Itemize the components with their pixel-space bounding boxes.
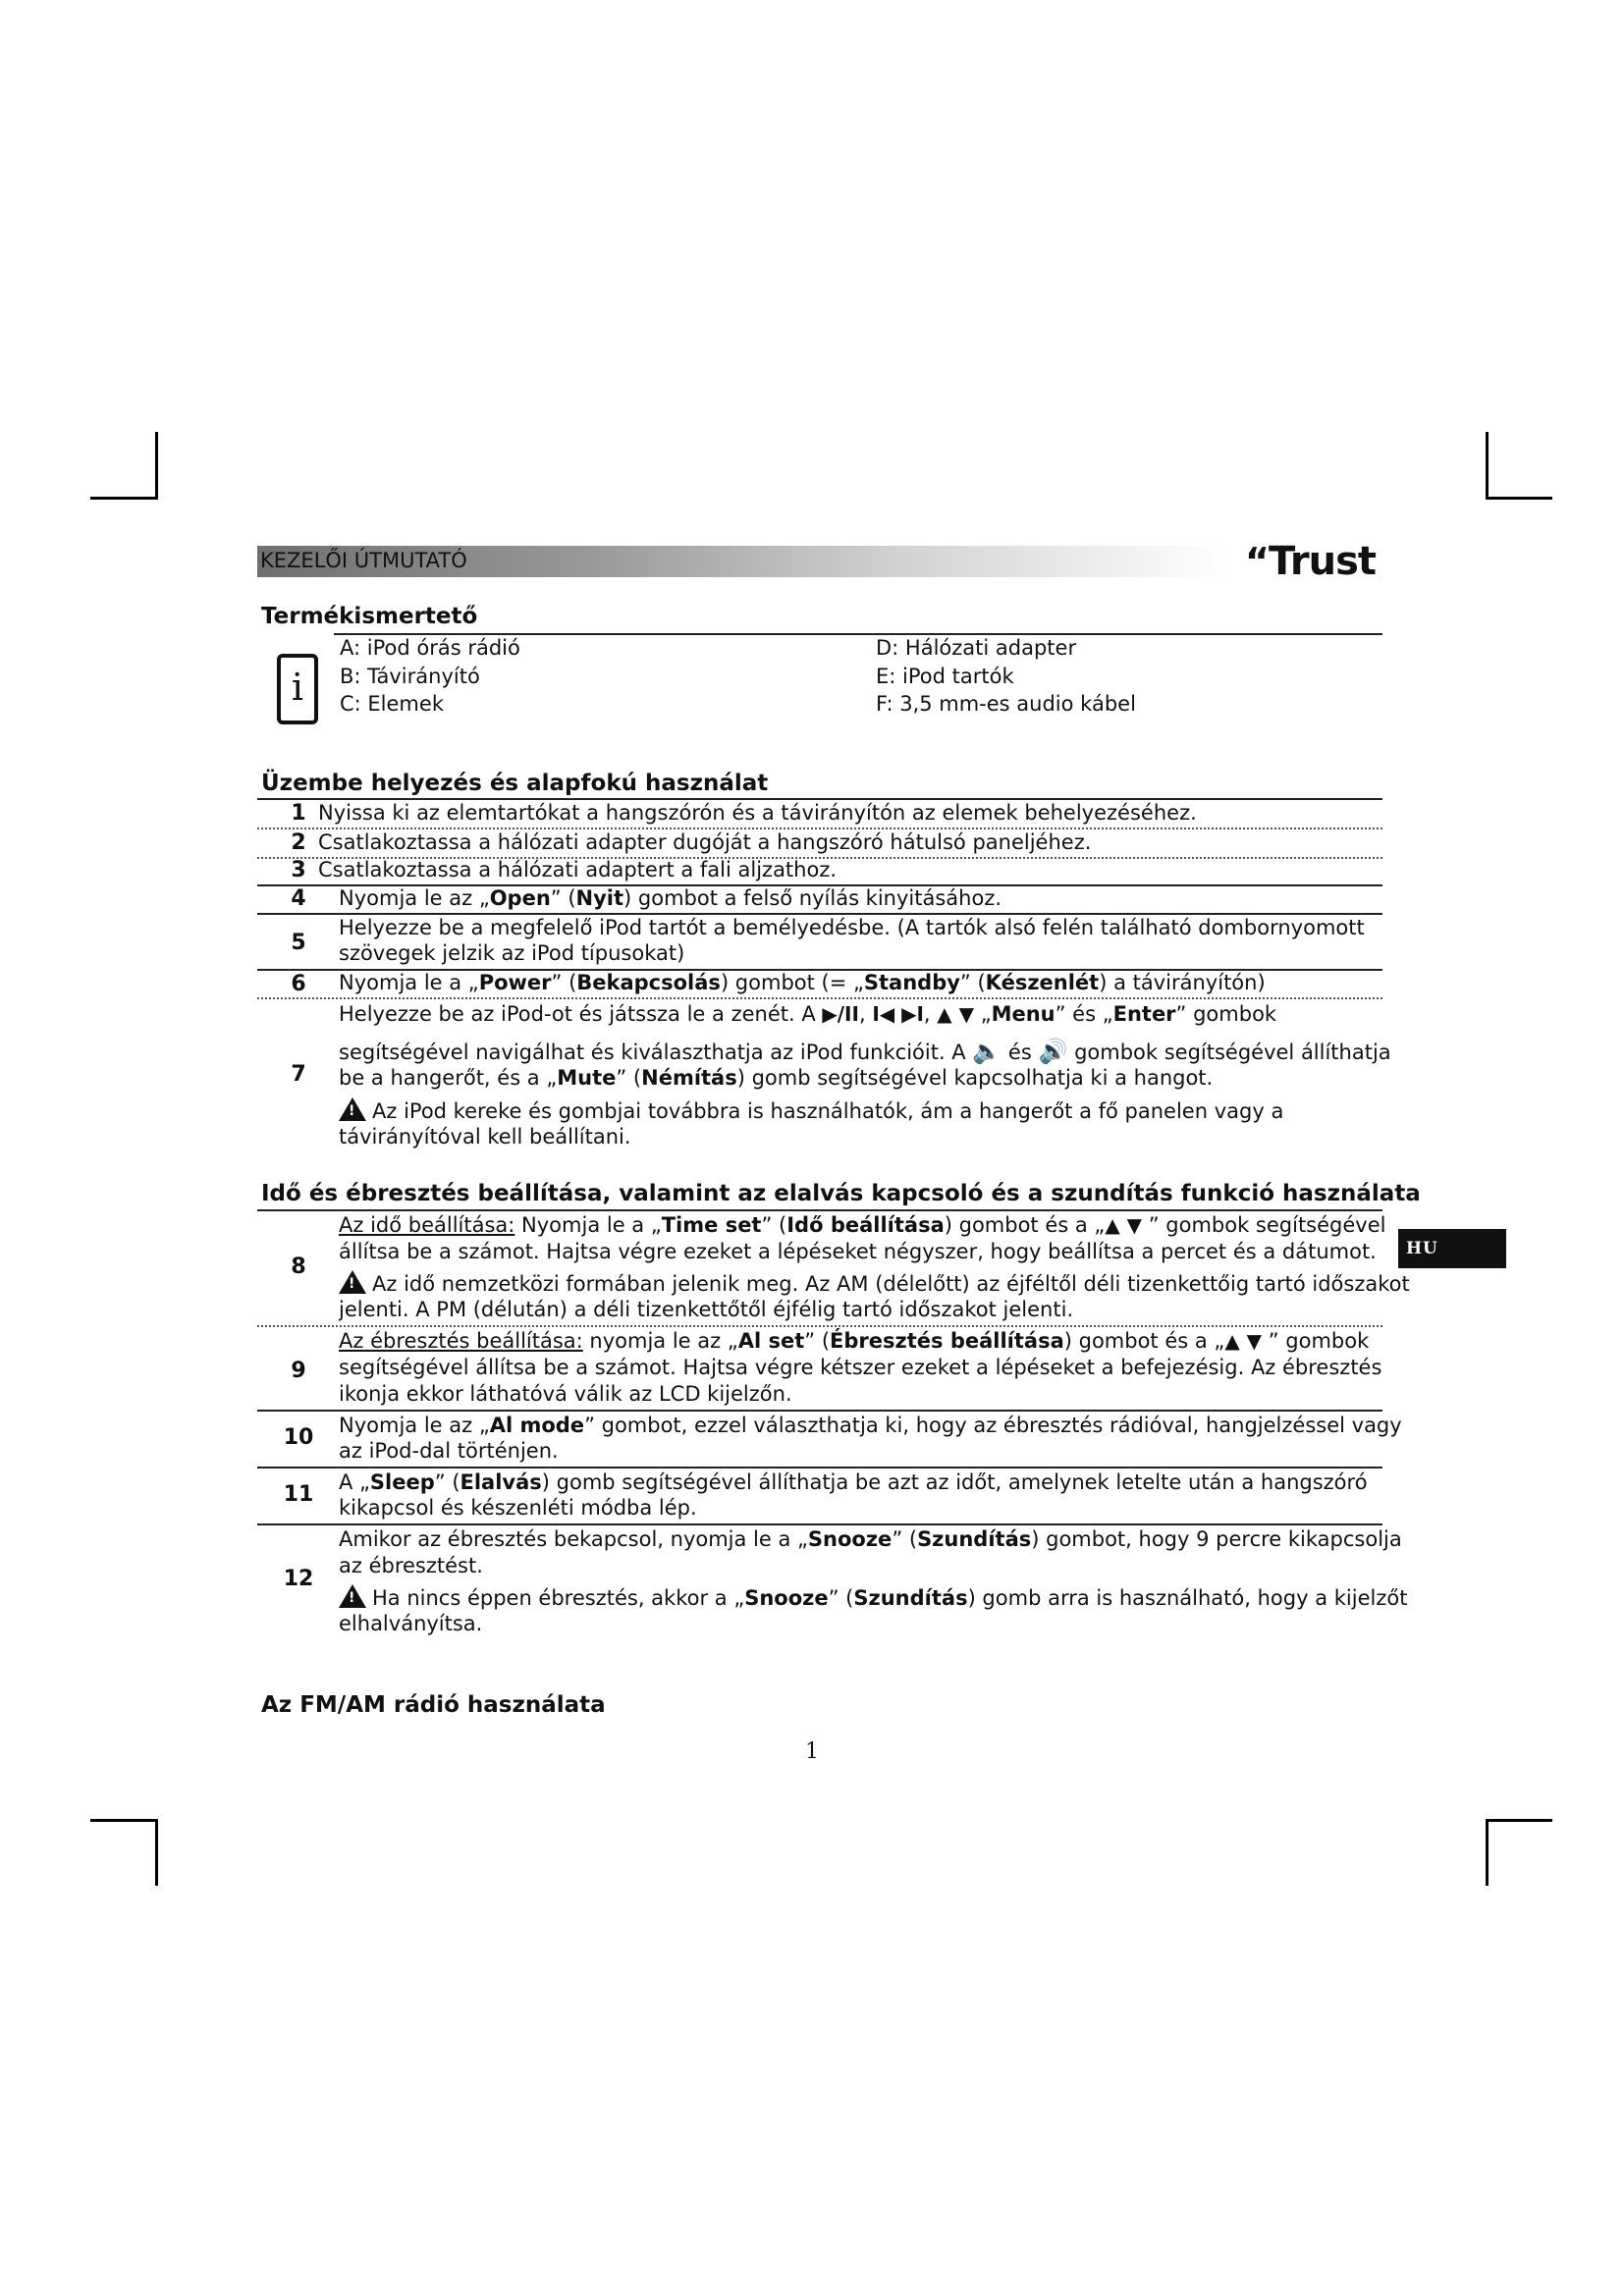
step-note: jelenti. A PM (délután) a déli tizenkettőtől éjfélig tartó időszakot jelenti. bbox=[339, 1298, 1074, 1321]
step-text: Helyezze be az iPod-ot és játssza le a zenét. A ▶/II, I◀ ▶I, ▲ ▼ „Menu” és „Enter” gombok bbox=[339, 1002, 1277, 1026]
warning-icon bbox=[339, 1097, 366, 1121]
step-note: távirányítóval kell beállítani. bbox=[339, 1125, 631, 1148]
crop-mark-bottom-right bbox=[1486, 1819, 1552, 1822]
step-note: !Ha nincs éppen ébresztés, akkor a „Snooze” (Szundítás) gomb arra is használható, hogy a kijelzőt bbox=[339, 1584, 1407, 1612]
step-number: 1 bbox=[291, 801, 306, 826]
step-text: Amikor az ébresztés bekapcsol, nyomja le a „Snooze” (Szundítás) gombot, hogy 9 percre kikapcsolja bbox=[339, 1527, 1402, 1551]
step-text: Csatlakoztassa a hálózati adapter dugóját a hangszóró hátulsó paneljéhez. bbox=[318, 830, 1092, 854]
step-text: ikonja ekkor láthatóvá válik az LCD kijelzőn. bbox=[339, 1382, 792, 1406]
step-text: Csatlakoztassa a hálózati adaptert a fali aljzathoz. bbox=[318, 858, 838, 881]
header-title: KEZELŐI ÚTMUTATÓ bbox=[260, 549, 467, 572]
step-note: !Az iPod kereke és gombjai továbbra is használhatók, ám a hangerőt a fő panelen vagy a bbox=[339, 1097, 1283, 1125]
step-number: 3 bbox=[291, 858, 306, 882]
step-text: az iPod-dal történjen. bbox=[339, 1439, 559, 1463]
step-number: 11 bbox=[283, 1482, 314, 1507]
step-text: Nyissa ki az elemtartókat a hangszórón és a távirányítón az elemek behelyezéséhez. bbox=[318, 801, 1197, 825]
step-number: 8 bbox=[291, 1255, 306, 1279]
step-number: 2 bbox=[291, 830, 306, 855]
crop-mark-top-right bbox=[1486, 497, 1552, 500]
step-text: szövegek jelzik az iPod típusokat) bbox=[339, 941, 685, 965]
crop-mark-top-left bbox=[90, 497, 158, 500]
crop-mark-top-left bbox=[155, 432, 158, 499]
crop-mark-top-right bbox=[1486, 432, 1489, 499]
product-item: E: iPod tartók bbox=[876, 665, 1014, 688]
language-tab: HU bbox=[1398, 1229, 1506, 1268]
product-item: D: Hálózati adapter bbox=[876, 636, 1077, 660]
product-item: B: Távirányító bbox=[340, 665, 480, 688]
step-number: 5 bbox=[291, 931, 306, 955]
step-number: 10 bbox=[283, 1425, 314, 1450]
step-text: Helyezze be a megfelelő iPod tartót a bemélyedésbe. (A tartók alsó felén található dombornyomott bbox=[339, 916, 1365, 939]
prev-next-icon: I◀ ▶I bbox=[872, 1002, 924, 1026]
page-number: 1 bbox=[805, 1739, 819, 1764]
step-number: 7 bbox=[291, 1062, 306, 1087]
step-text: Nyomja le az „Open” (Nyit) gombot a felső nyílás kinyitásához. bbox=[339, 886, 1002, 910]
step-number: 6 bbox=[291, 972, 306, 996]
warning-icon bbox=[339, 1270, 366, 1294]
step-text: Nyomja le az „Al mode” gombot, ezzel választhatja ki, hogy az ébresztés rádióval, hangjelzéssel vagy bbox=[339, 1414, 1402, 1437]
volume-up-icon: 🔊 bbox=[1038, 1038, 1068, 1065]
step-number: 4 bbox=[291, 886, 306, 911]
step-text: segítségével navigálhat és kiválaszthatja az iPod funkcióit. A 🔈 és 🔊 gombok segítségével állíthatja bbox=[339, 1038, 1391, 1065]
radio-section-title: Az FM/AM rádió használata bbox=[261, 1692, 606, 1718]
product-item: A: iPod órás rádió bbox=[340, 636, 520, 660]
step-note: elhalványítsa. bbox=[339, 1612, 483, 1635]
step-text: be a hangerőt, és a „Mute” (Némítás) gomb segítségével kapcsolhatja ki a hangot. bbox=[339, 1066, 1214, 1090]
step-note: !Az idő nemzetközi formában jelenik meg. Az AM (délelőtt) az éjféltől déli tizenkettőig tartó időszakot bbox=[339, 1270, 1410, 1298]
info-i-icon: i bbox=[277, 654, 318, 724]
crop-mark-bottom-left bbox=[90, 1819, 158, 1822]
step-number: 9 bbox=[291, 1359, 306, 1383]
step-text: az ébresztést. bbox=[339, 1554, 483, 1577]
product-item: F: 3,5 mm-es audio kábel bbox=[876, 692, 1136, 716]
trust-logo-text: Trust bbox=[1268, 539, 1377, 584]
step-number: 12 bbox=[283, 1567, 314, 1591]
volume-down-icon: 🔈 bbox=[972, 1038, 1002, 1065]
step-text: állítsa be a számot. Hajtsa végre ezeket a lépéseket négyszer, hogy beállítsa a percet és a dátumot. bbox=[339, 1240, 1377, 1263]
step-text: segítségével állítsa be a számot. Hajtsa végre kétszer ezeket a lépéseket a befejezésig. Az ébresztés bbox=[339, 1356, 1382, 1379]
step-text: kikapcsol és készenléti módba lép. bbox=[339, 1496, 697, 1520]
step-text: Nyomja le a „Power” (Bekapcsolás) gombot (= „Standby” (Készenlét) a távirányítón) bbox=[339, 971, 1266, 994]
up-down-arrows-icon: ▲ ▼ bbox=[1105, 1213, 1143, 1237]
trust-logo: “Trust bbox=[1245, 539, 1377, 584]
time-section-title: Idő és ébresztés beállítása, valamint az elalvás kapcsoló és a szundítás funkció használata bbox=[261, 1181, 1421, 1206]
step-text: Az idő beállítása: Nyomja le a „Time set” (Idő beállítása) gombot és a „▲ ▼ ” gombok segítségével bbox=[339, 1213, 1386, 1237]
crop-mark-bottom-left bbox=[155, 1819, 158, 1886]
play-pause-icon: ▶/II bbox=[822, 1002, 859, 1026]
warning-icon bbox=[339, 1584, 366, 1608]
up-down-arrows-icon: ▲ ▼ bbox=[1224, 1329, 1263, 1353]
crop-mark-bottom-right bbox=[1486, 1819, 1489, 1886]
setup-section-title: Üzembe helyezés és alapfokú használat bbox=[261, 771, 769, 796]
product-section-title: Termékismertető bbox=[261, 604, 478, 629]
step-text: Az ébresztés beállítása: nyomja le az „Al set” (Ébresztés beállítása) gombot és a „▲ ▼ ” gombok bbox=[339, 1329, 1370, 1353]
step-text: A „Sleep” (Elalvás) gomb segítségével állíthatja be azt az időt, amelynek letelte után a hangszóró bbox=[339, 1470, 1368, 1494]
up-down-arrows-icon: ▲ ▼ bbox=[937, 1002, 975, 1026]
product-item: C: Elemek bbox=[340, 692, 444, 716]
